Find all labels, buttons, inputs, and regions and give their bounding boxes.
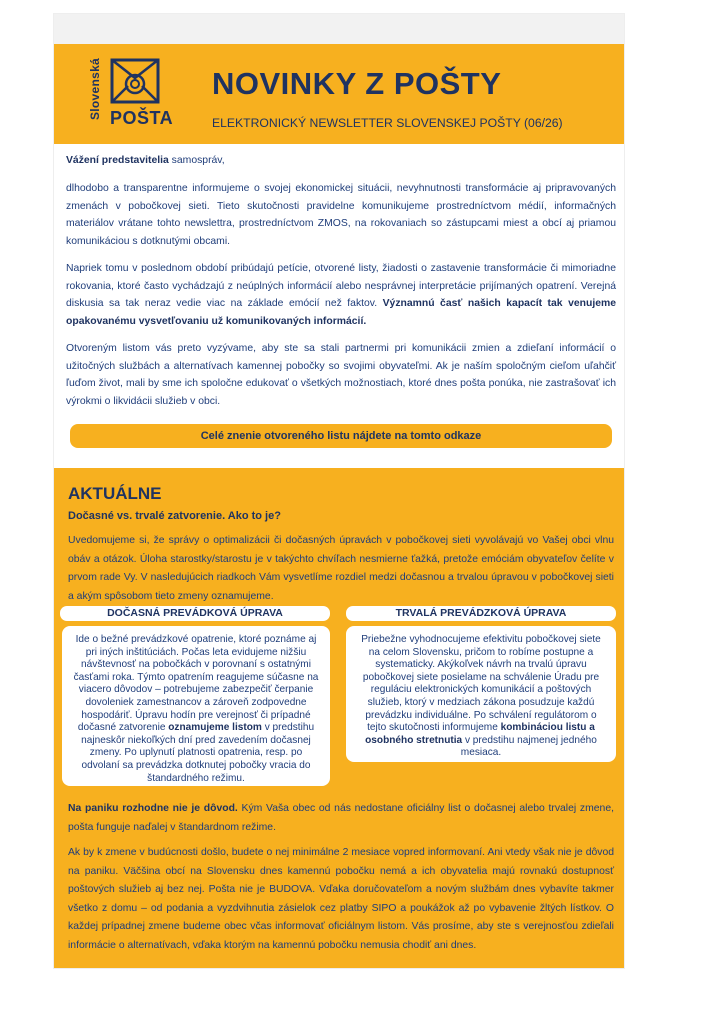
logo-name: POŠTA [110,108,174,128]
permanent-column-heading: TRVALÁ PREVÁDZKOVÁ ÚPRAVA [346,606,616,621]
section-heading: AKTUÁLNE [68,484,162,503]
aktualne-paragraph-1: Uvedomujeme si, že správy o optimalizácii či dočasných úpravách v pobočkovej sieti vyvolávajú vo Vašej obci vlnu obáv a otázok. Úloha starostky/starostu je v takýchto chvíľach nesmierne ťažká, pretože emóciám obyvateľov čelíte v prvom rade Vy. V nasledujúcich riadkoch Vám vysvetlíme rozdiel medzi dočasnou a trvalou úpravou v pobočkovej sieti a akým spôsobom tieto zmeny oznamujeme. [68,535,614,602]
aktualne-section [54,468,624,968]
temporary-bold: oznamujeme listom [168,722,262,734]
newsletter-subtitle: ELEKTRONICKÝ NEWSLETTER SLOVENSKEJ POŠTY (06/26) [212,116,563,130]
newsletter-title: NOVINKY Z POŠTY [212,66,502,101]
permanent-text-2: v predstihu najmenej jedného mesiaca. [460,734,597,759]
greeting [66,152,616,170]
posta-logo [88,56,176,130]
aktualne-paragraph-3: Ak by k zmene v budúcnosti došlo, budete o nej minimálne 2 mesiace vopred informovaní. Ani vtedy však nie je dôvod na paniku. Väčšina obcí na Slovensku dnes kamennú pobočku nemá a ich obyvatelia majú rovnakú dostupnosť poštových služieb aj bez nej. Pošta nie je BUDOVA. Vďaka doručovateľom a novým službám dnes vybavíte takmer všetko z domu – od podania a vyzdvihnutia zásielok cez platby SIPO a poukážok až po vybavenie žltých lístkov. O každej prípadnej zmene budeme obec včas informovať oficiálnym listom. Vás prosíme, aby ste s verejnosťou zdieľali informácie o alternatívach, vďaka ktorým na kamennú pobočku nemusia chodiť ani dnes. [68,847,614,951]
aktualne-paragraph-2 [68,800,614,837]
posthorn-icon [110,58,160,104]
permanent-bold: kombináciou listu a osobného stretnutia [365,722,595,746]
open-letter-link-button[interactable]: Celé znenie otvoreného listu nájdete na tomto odkaze [70,424,612,448]
intro-p2-bold: Významnú časť našich kapacít tak venujeme opakovanému vysvetľovaniu už komunikovaných informácií. [66,298,616,327]
intro-p2-text: Napriek tomu v poslednom období pribúdajú petície, otvorené listy, žiadosti o zastavenie transformácie či mimoriadne rokovania, ktoré často vychádzajú z neúplných informácií alebo nesprávnej interpretácie prijímaných opatrení. Verejná diskusia sa tak neraz vedie viac na základe emócií než faktov. [66,263,616,309]
aktualne-p2-bold: Na paniku rozhodne nie je dôvod. [68,803,238,814]
permanent-column-box [346,626,616,762]
temporary-column-heading: DOČASNÁ PREVÁDKOVÁ ÚPRAVA [60,606,330,621]
temporary-text-2: v predstihu najneskôr niekoľkých dní pred zavedením dočasnej zmeny. Po uplynutí platnosti opatrenia, resp. po odvolaní sa prevádzka dotknutej pobočky vracia do štandardného režimu. [81,722,315,784]
intro-paragraph-1: dlhodobo a transparentne informujeme o svojej ekonomickej situácii, nevyhnutnosti transformácie aj pripravovaných zmenách v pobočkovej sieti. Tieto skutočnosti pravidelne komunikujeme prostredníctvom médií, informačných materiálov vrátane tohto newslettra, prostredníctvom ZMOS, na rokovaniach so zástupcami miest a obcí aj priamou komunikáciou s dotknutými obcami. [66,183,616,247]
temporary-text: Ide o bežné prevádzkové opatrenie, ktoré poznáme aj pri iných inštitúciách. Počas leta evidujeme nižšiu návštevnosť na pobočkách v porovnaní s ostatnými časťami roka. Týmto opatrením reagujeme súčasne na viacero dôvodov – potrebujeme zabezpečiť čerpanie dovoleniek zamestnancov a zároveň zodpovedne hospodáriť. Úpravu hodín pre verejnosť či prípadné dočasné zatvorenie [73,634,319,734]
section-subheading: Dočasné vs. trvalé zatvorenie. Ako to je? [68,510,281,522]
intro-paragraph-3: Otvoreným listom vás preto vyzývame, aby ste sa stali partnermi pri komunikácii zmien a zdieľaní informácií o užitočných službách a alternatívach kamennej pobočky so svojimi obyvateľmi. Ak je naším spoločným cieľom uľahčiť ľuďom život, mali by sme ich spoločne edukovať o všetkých možnostiach, ktoré dnes pošta ponúka, nie zastrašovať ich výrokmi o likvidácii služieb v obci. [66,343,616,407]
aktualne-p2-text: Kým Vaša obec od nás nedostane oficiálny list o dočasnej alebo trvalej zmene, pošta funguje naďalej v štandardnom režime. [68,803,614,833]
logo-vertical-text [88,56,104,126]
permanent-text: Priebežne vyhodnocujeme efektivitu pobočkovej siete na celom Slovensku, pričom to robíme postupne a systematicky. Akýkoľvek návrh na trvalú úpravu pobočkovej siete posielame na schválenie Úradu pre reguláciu elektronických komunikácií a poštových služieb, ktorý v medziach zákona posudzuje každú prevádzku individuálne. Po schválení regulátorom o tejto skutočnosti informujeme [361,634,601,734]
intro-paragraph-2 [66,260,616,330]
greeting-rest: samospráv, [168,155,225,166]
greeting-bold: Vážení predstavitelia [66,155,169,166]
newsletter-page [54,14,624,968]
temporary-column-box [62,626,330,786]
newsletter-header [54,44,624,144]
top-band [54,14,624,44]
logo-vertical-label: Slovenská [88,57,103,121]
